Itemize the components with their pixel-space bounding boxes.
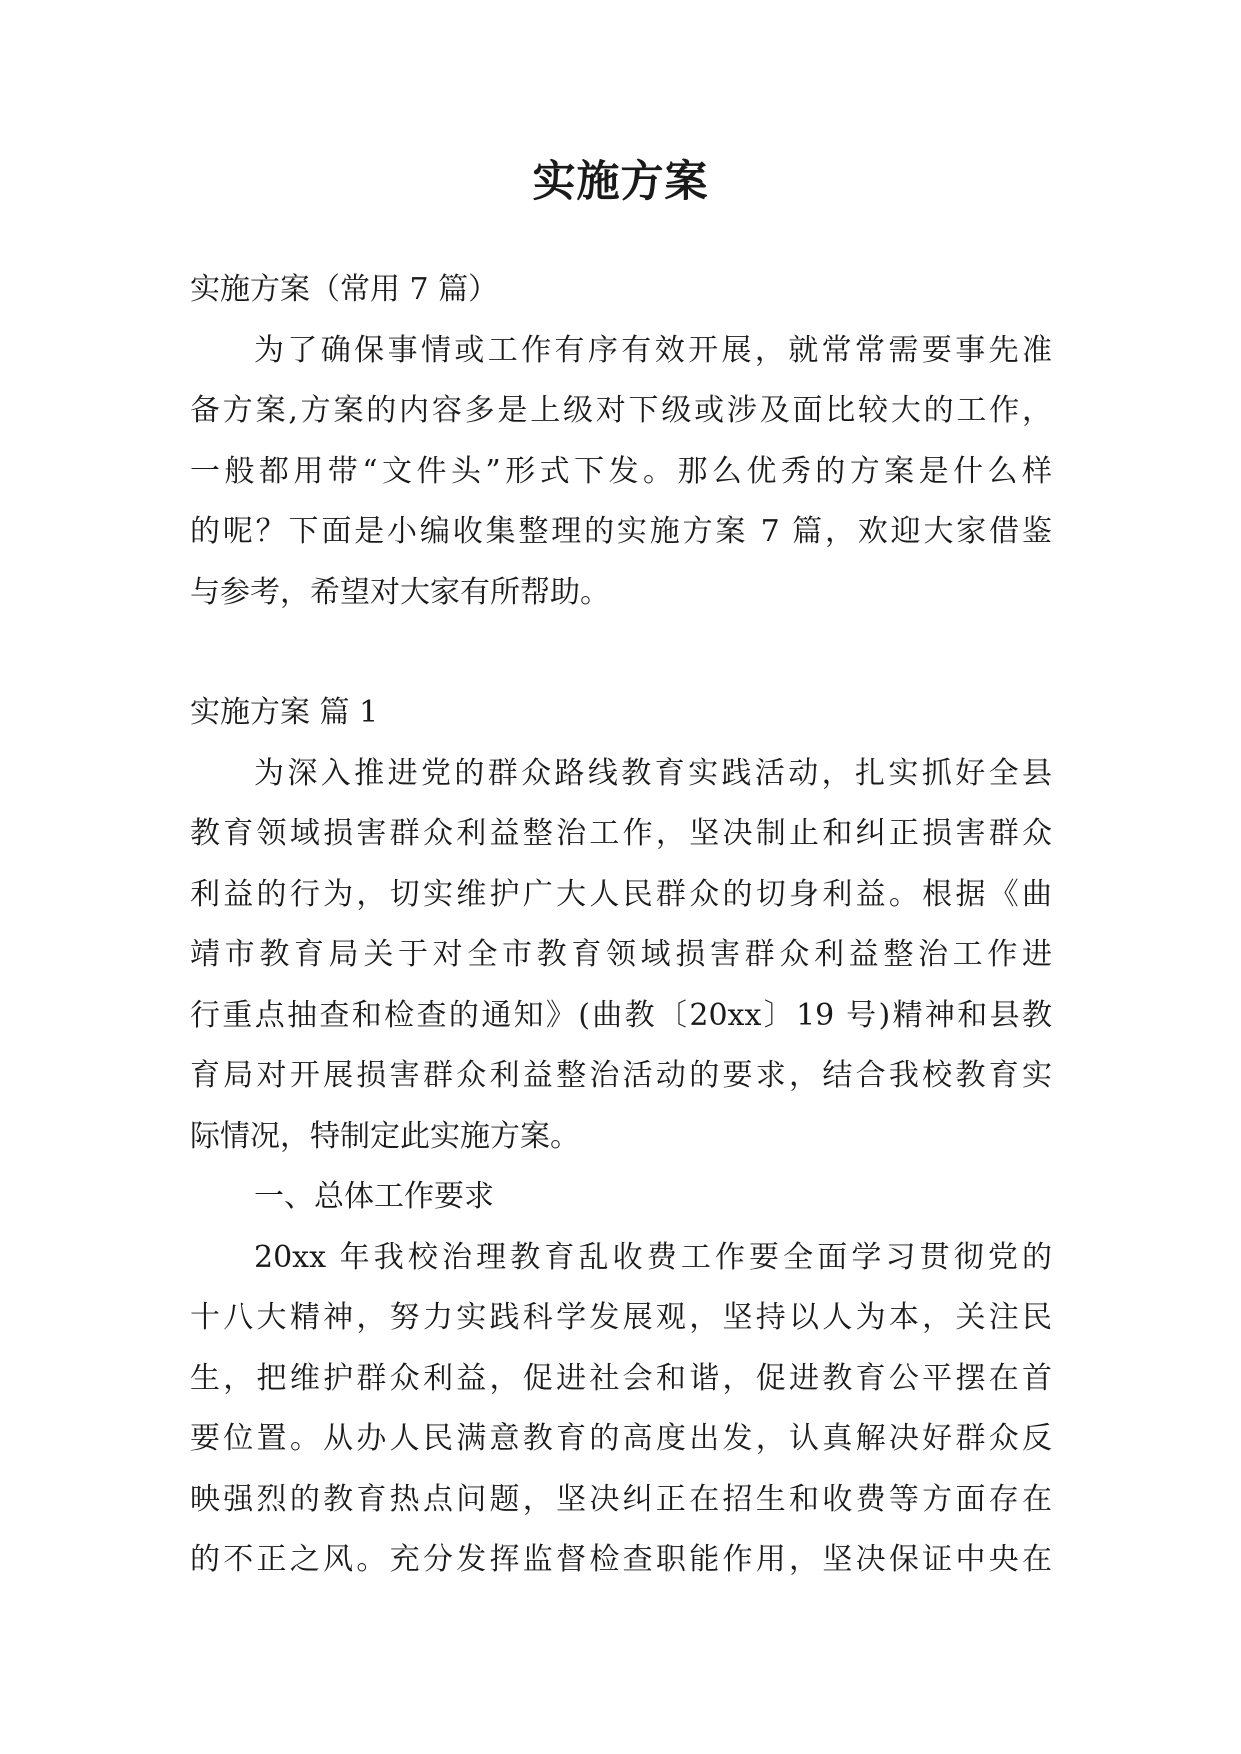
- paragraph-line: 十八大精神，努力实践科学发展观，坚持以人为本，关注民: [190, 1300, 1052, 1335]
- intro-paragraph: [190, 321, 1052, 624]
- paragraph-line: 育局对开展损害群众利益整治活动的要求，结合我校教育实: [190, 1058, 1052, 1093]
- paragraph-line: 备方案,方案的内容多是上级对下级或涉及面比较大的工作，: [190, 393, 1052, 428]
- paragraph-line: 的呢？下面是小编收集整理的实施方案 7 篇，欢迎大家借鉴: [190, 514, 1052, 549]
- paragraph-line: 际情况，特制定此实施方案。: [190, 1118, 580, 1154]
- part1-paragraph: [190, 1228, 1052, 1591]
- document-body: [190, 260, 1052, 1591]
- part-heading: 一、总体工作要求: [254, 1179, 494, 1214]
- document-title: 实施方案: [532, 157, 709, 207]
- section1-paragraph: [190, 744, 1052, 1168]
- paragraph-line: 行重点抽查和检查的通知》(曲教〔20xx〕19 号)精神和县教: [190, 997, 1052, 1033]
- paragraph-line: 生，把维护群众利益，促进社会和谐，促进教育公平摆在首: [190, 1360, 1052, 1396]
- paragraph-line: 为深入推进党的群众路线教育实践活动，扎实抓好全县: [254, 755, 1052, 791]
- section-heading: 实施方案 篇 1: [190, 695, 379, 730]
- collection-subtitle: 实施方案（常用 7 篇）: [190, 272, 499, 307]
- paragraph-line: 的不正之风。充分发挥监督检查职能作用，坚决保证中央在: [190, 1542, 1052, 1577]
- paragraph-line: 教育领域损害群众利益整治工作，坚决制止和纠正损害群众: [190, 816, 1052, 851]
- paragraph-line: 与参考，希望对大家有所帮助。: [190, 574, 610, 610]
- paragraph-line: 一般都用带“文件头”形式下发。那么优秀的方案是什么样: [190, 453, 1052, 489]
- paragraph-line: 20xx 年我校治理教育乱收费工作要全面学习贯彻党的: [254, 1239, 1052, 1275]
- paragraph-line: 要位置。从办人民满意教育的高度出发，认真解决好群众反: [190, 1421, 1052, 1456]
- paragraph-line: 为了确保事情或工作有序有效开展，就常常需要事先准: [254, 332, 1052, 368]
- paragraph-line: 利益的行为，切实维护广大人民群众的切身利益。根据《曲: [190, 876, 1052, 912]
- paragraph-line: 映强烈的教育热点问题，坚决纠正在招生和收费等方面存在: [190, 1481, 1052, 1517]
- section-gap: [190, 623, 1052, 683]
- paragraph-line: 靖市教育局关于对全市教育领域损害群众利益整治工作进: [190, 937, 1052, 972]
